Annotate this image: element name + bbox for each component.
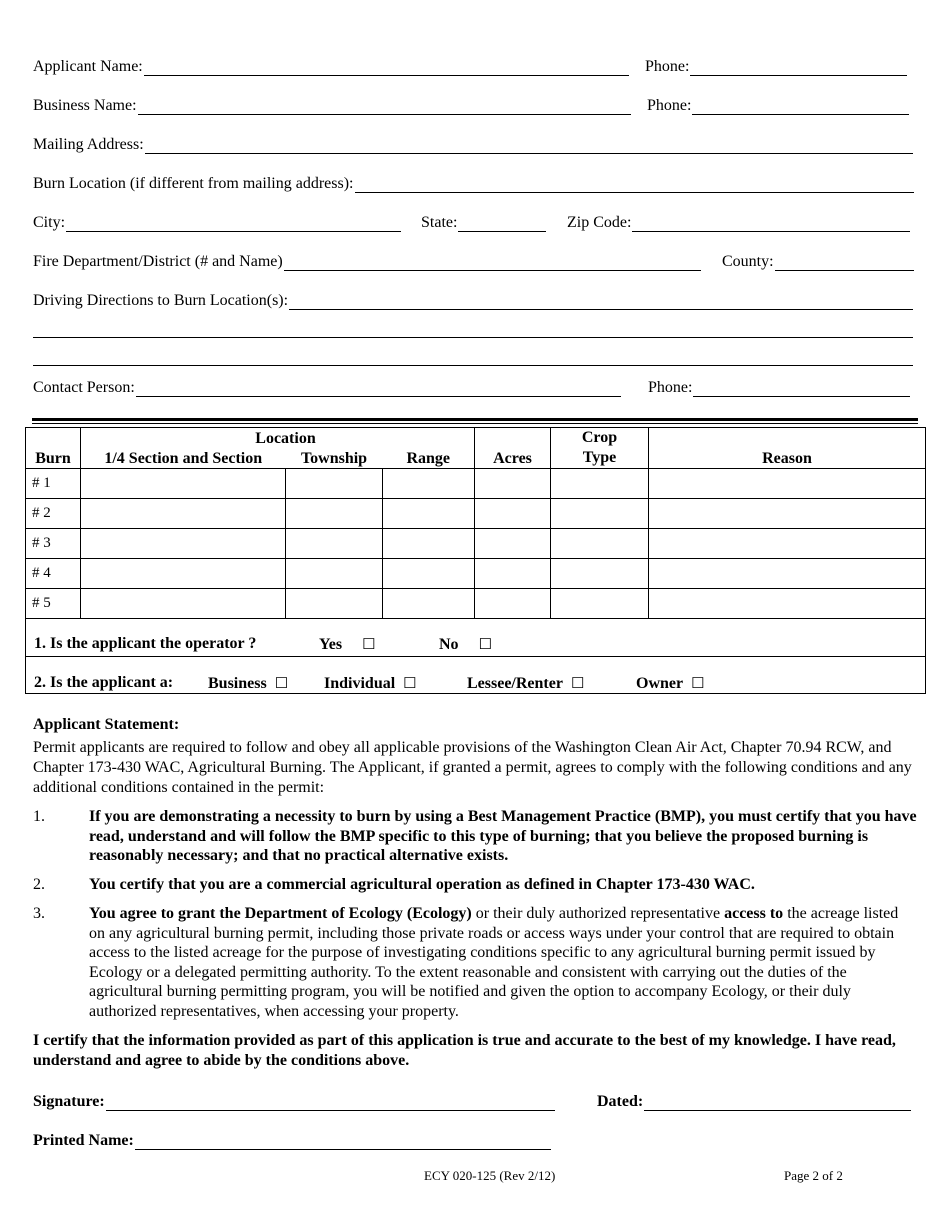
applicant-statement-title: Applicant Statement: bbox=[33, 716, 180, 733]
township-cell[interactable] bbox=[286, 529, 383, 559]
table-row bbox=[26, 469, 926, 499]
statement-item-1 bbox=[33, 807, 918, 866]
statement-item-2 bbox=[33, 875, 918, 895]
dated-label: Dated: bbox=[597, 1093, 644, 1110]
item-3-number: 3. bbox=[33, 905, 45, 922]
range-header: Range bbox=[383, 428, 475, 469]
q2-owner-checkbox[interactable]: ☐ bbox=[691, 676, 705, 692]
section-cell[interactable] bbox=[81, 559, 286, 589]
burn-location-table bbox=[25, 427, 926, 619]
table-row bbox=[26, 499, 926, 529]
range-cell[interactable] bbox=[383, 499, 475, 529]
mailing-address-label: Mailing Address: bbox=[33, 136, 144, 153]
township-header-text: Township bbox=[300, 450, 368, 467]
q1-no-option[interactable] bbox=[439, 635, 492, 654]
range-cell[interactable] bbox=[383, 529, 475, 559]
item-3-bold-1: You agree to grant the Department of Ecology (Ecology) bbox=[89, 905, 472, 922]
burn-row-label: # 2 bbox=[26, 499, 81, 529]
driving-directions-label: Driving Directions to Burn Location(s): bbox=[33, 292, 289, 309]
q2-lessee-checkbox[interactable]: ☐ bbox=[570, 676, 585, 692]
divider-rule-bottom bbox=[32, 423, 918, 424]
driving-directions-line-3[interactable] bbox=[33, 351, 913, 366]
question-2-label: 2. Is the applicant a: bbox=[34, 674, 174, 691]
contact-person-field[interactable] bbox=[33, 375, 621, 397]
divider-rule-top bbox=[32, 418, 918, 421]
fire-department-field[interactable] bbox=[33, 249, 701, 271]
acres-cell[interactable] bbox=[475, 559, 551, 589]
county-label: County: bbox=[722, 253, 774, 270]
burn-row-label: # 3 bbox=[26, 529, 81, 559]
printed-name-label: Printed Name: bbox=[33, 1132, 134, 1149]
acres-cell[interactable] bbox=[475, 499, 551, 529]
q1-no-checkbox[interactable]: ☐ bbox=[478, 637, 493, 653]
question-1-row bbox=[25, 617, 926, 657]
question-1-label: 1. Is the applicant the operator ? bbox=[34, 635, 257, 652]
business-name-field[interactable] bbox=[33, 93, 631, 115]
certification-statement: I certify that the information provided as part of this application is true and accurate to the best of my knowledge. I have read, understand and agree to abide by the conditions above. bbox=[33, 1032, 896, 1069]
q2-business-checkbox[interactable]: ☐ bbox=[274, 676, 289, 692]
township-cell[interactable] bbox=[286, 469, 383, 499]
q2-individual-option[interactable] bbox=[324, 674, 417, 693]
business-name-label: Business Name: bbox=[33, 97, 137, 114]
applicant-phone-field[interactable] bbox=[645, 54, 907, 76]
table-row bbox=[26, 589, 926, 619]
city-label: City: bbox=[33, 214, 66, 231]
item-3-bold-2: access to bbox=[724, 905, 784, 922]
q2-individual-label: Individual bbox=[324, 675, 396, 692]
printed-name-field[interactable] bbox=[33, 1128, 551, 1150]
county-field[interactable] bbox=[722, 249, 914, 271]
signature-field[interactable] bbox=[33, 1089, 555, 1111]
item-1-number: 1. bbox=[33, 808, 45, 825]
fire-department-label: Fire Department/District (# and Name) bbox=[33, 253, 283, 270]
reason-cell[interactable] bbox=[649, 559, 926, 589]
crop-header-line2: Type bbox=[582, 449, 617, 466]
burn-location-label: Burn Location (if different from mailing address): bbox=[33, 175, 354, 192]
q1-yes-label: Yes bbox=[319, 636, 343, 653]
burn-row-label: # 4 bbox=[26, 559, 81, 589]
crop-header-line1: Crop bbox=[581, 429, 618, 446]
q1-yes-option[interactable] bbox=[319, 635, 376, 654]
section-cell[interactable] bbox=[81, 529, 286, 559]
acres-cell[interactable] bbox=[475, 589, 551, 619]
contact-phone-label: Phone: bbox=[648, 379, 693, 396]
q2-owner-label: Owner bbox=[636, 675, 684, 692]
form-number: ECY 020-125 (Rev 2/12) bbox=[424, 1168, 556, 1183]
business-phone-field[interactable] bbox=[647, 93, 909, 115]
item-3-text-2: the acreage listed on any agricultural burning permit, including those private roads or access ways under your control that are required to obtain access to the listed acreage for the purpose of investigating conditions specific to any agricultural burning permit issued by Ecology or a delegated permitting authority. To the extent reasonable and consistent with carrying out the duties of the agricultural burning permitting program, you will be notified and given the option to accompany Ecology, or their duly authorized representatives, when accessing your property. bbox=[89, 905, 899, 1020]
township-header bbox=[255, 428, 383, 469]
acres-cell[interactable] bbox=[475, 469, 551, 499]
table-header-row bbox=[26, 428, 926, 469]
zip-code-field[interactable] bbox=[567, 210, 910, 232]
table-row bbox=[26, 559, 926, 589]
crop-type-cell[interactable] bbox=[551, 529, 649, 559]
applicant-name-field[interactable] bbox=[33, 54, 629, 76]
driving-directions-field[interactable] bbox=[33, 288, 913, 310]
township-cell[interactable] bbox=[286, 589, 383, 619]
reason-header: Reason bbox=[649, 428, 926, 469]
q1-yes-checkbox[interactable]: ☐ bbox=[362, 637, 376, 653]
location-header: Location bbox=[255, 430, 316, 447]
item-3-text-1: or their duly authorized representative bbox=[471, 905, 725, 922]
township-cell[interactable] bbox=[286, 559, 383, 589]
acres-cell[interactable] bbox=[475, 529, 551, 559]
q2-business-option[interactable] bbox=[208, 674, 288, 693]
crop-type-cell[interactable] bbox=[551, 499, 649, 529]
question-2-row bbox=[25, 656, 926, 694]
applicant-phone-label: Phone: bbox=[645, 58, 690, 75]
q2-business-label: Business bbox=[208, 675, 267, 692]
crop-type-cell[interactable] bbox=[551, 559, 649, 589]
section-cell[interactable] bbox=[81, 589, 286, 619]
reason-cell[interactable] bbox=[649, 529, 926, 559]
range-cell[interactable] bbox=[383, 469, 475, 499]
section-cell[interactable] bbox=[81, 469, 286, 499]
burn-location-field[interactable] bbox=[33, 171, 914, 193]
section-cell[interactable] bbox=[81, 499, 286, 529]
burn-row-label: # 5 bbox=[26, 589, 81, 619]
contact-phone-field[interactable] bbox=[648, 375, 910, 397]
page-number: Page 2 of 2 bbox=[784, 1168, 843, 1183]
q1-no-label: No bbox=[439, 636, 459, 653]
applicant-name-label: Applicant Name: bbox=[33, 58, 143, 75]
zip-code-label: Zip Code: bbox=[567, 214, 632, 231]
q2-lessee-option[interactable] bbox=[467, 674, 584, 693]
section-header-text: 1/4 Section and Section bbox=[104, 450, 263, 467]
signature-label: Signature: bbox=[33, 1093, 105, 1110]
q2-individual-checkbox[interactable]: ☐ bbox=[403, 676, 417, 692]
crop-type-header bbox=[551, 428, 649, 469]
city-field[interactable] bbox=[33, 210, 401, 232]
reason-cell[interactable] bbox=[649, 589, 926, 619]
state-field[interactable] bbox=[421, 210, 546, 232]
q2-owner-option[interactable] bbox=[636, 674, 705, 693]
mailing-address-field[interactable] bbox=[33, 132, 913, 154]
driving-directions-line-2[interactable] bbox=[33, 323, 913, 338]
q2-lessee-label: Lessee/Renter bbox=[467, 675, 563, 692]
burn-header: Burn bbox=[26, 428, 81, 469]
burn-row-label: # 1 bbox=[26, 469, 81, 499]
item-2-number: 2. bbox=[33, 876, 45, 893]
applicant-statement-intro: Permit applicants are required to follow and obey all applicable provisions of the Washington Clean Air Act, Chapter 70.94 RCW, and Chapter 173-430 WAC, Agricultural Burning. The Applicant, if granted a permit, agrees to comply with the following conditions and any additional conditions contained in the permit: bbox=[33, 739, 912, 796]
contact-person-label: Contact Person: bbox=[33, 379, 135, 396]
crop-type-cell[interactable] bbox=[551, 589, 649, 619]
state-label: State: bbox=[421, 214, 458, 231]
reason-cell[interactable] bbox=[649, 499, 926, 529]
business-phone-label: Phone: bbox=[647, 97, 692, 114]
dated-field[interactable] bbox=[597, 1089, 911, 1111]
item-2-text: You certify that you are a commercial agricultural operation as defined in Chapter 173-430 WAC. bbox=[89, 876, 755, 893]
acres-header: Acres bbox=[475, 428, 551, 469]
range-cell[interactable] bbox=[383, 559, 475, 589]
range-cell[interactable] bbox=[383, 589, 475, 619]
table-row bbox=[26, 529, 926, 559]
township-cell[interactable] bbox=[286, 499, 383, 529]
reason-cell[interactable] bbox=[649, 469, 926, 499]
statement-item-3 bbox=[33, 904, 918, 1021]
crop-type-cell[interactable] bbox=[551, 469, 649, 499]
item-1-text: If you are demonstrating a necessity to burn by using a Best Management Practice (BMP), you must certify that you have read, understand and will follow the BMP specific to this type of burning; that you believe the proposed burning is reasonably necessary; and that no practical alternative exists. bbox=[89, 808, 917, 864]
